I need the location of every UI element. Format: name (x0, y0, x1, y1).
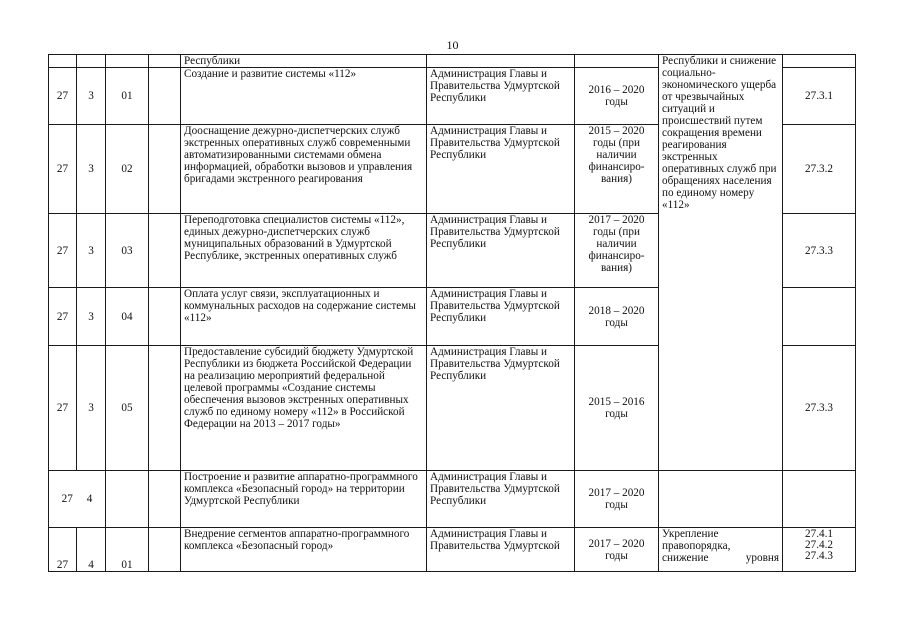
cell-executor: Администрация Главы и Правительства Удмуртской Республики (427, 68, 575, 125)
cell-om: 04 (106, 288, 149, 346)
cell-om: 02 (106, 125, 149, 214)
cell-name: Республики (181, 55, 427, 68)
cell-om: 01 (106, 68, 149, 125)
cell-m (149, 471, 181, 528)
cell-period: 2016 – 2020 годы (575, 68, 659, 125)
cell-sp: 3 (77, 125, 106, 214)
cell-result (659, 528, 783, 572)
cell-gp: 27 (61, 493, 73, 505)
cell-sp: 3 (77, 288, 106, 346)
cell-gp-sp (49, 471, 106, 528)
cell-period: 2015 – 2020 годы (при наличии финансиро-вания) (575, 125, 659, 214)
cell-om (106, 55, 149, 68)
cell-executor: Администрация Главы и Правительства Удмуртской Республики (427, 346, 575, 471)
cell-indicator (783, 288, 856, 346)
cell-period (575, 55, 659, 68)
cell-name: Оплата услуг связи, эксплуатационных и коммунальных расходов на содержание системы «112» (181, 288, 427, 346)
cell-period: 2017 – 2020 годы (при наличии финансиро-вания) (575, 214, 659, 288)
cell-indicator: 27.3.3 (783, 346, 856, 471)
cell-sp: 3 (77, 214, 106, 288)
cell-period: 2018 – 2020 годы (575, 288, 659, 346)
cell-period: 2017 – 2020 годы (575, 528, 659, 572)
cell-om: 01 (106, 528, 149, 572)
result-line (662, 552, 779, 564)
cell-period: 2015 – 2016 годы (575, 346, 659, 471)
cell-name: Создание и развитие системы «112» (181, 68, 427, 125)
cell-om: 03 (106, 214, 149, 288)
cell-gp: 27 (49, 68, 77, 125)
cell-executor (427, 55, 575, 68)
cell-name: Переподготовка специалистов системы «112», единых дежурно-диспетчерских служб муниципальных образований в Удмуртской Республике, экстренных оперативных служб (181, 214, 427, 288)
cell-name: Предоставление субсидий бюджету Удмуртской Республики из бюджета Российской Федерации на реализацию мероприятий федеральной целевой программы «Создание системы обеспечения вызовов экстренных оперативных служб по единому номеру «112» в Российской Федерации на 2013 – 2017 годы» (181, 346, 427, 471)
result-line: правопорядка, (662, 540, 731, 552)
cell-gp (49, 55, 77, 68)
cell-m (149, 214, 181, 288)
cell-period: 2017 – 2020 годы (575, 471, 659, 528)
cell-gp: 27 (49, 346, 77, 471)
cell-indicator: 27.3.2 (783, 125, 856, 214)
cell-om (106, 471, 149, 528)
cell-result (659, 471, 783, 528)
cell-gp: 27 (49, 528, 77, 572)
cell-m (149, 288, 181, 346)
cell-name: Внедрение сегментов аппаратно-программного комплекса «Безопасный город» (181, 528, 427, 572)
cell-indicator: 27.4.1 27.4.2 27.4.3 (783, 528, 856, 572)
cell-name: Дооснащение дежурно-диспетчерских служб экстренных оперативных служб современными автоматизированными системами обмена информацией, обработки вызовов и управления бригадами экстренного реагирования (181, 125, 427, 214)
expected-result-cell: Республики и снижение социально-экономического ущерба от чрезвычайных ситуаций и происшествий путем сокращения времени реагирования экстренных оперативных служб при обращениях населения по единому номеру «112» (659, 55, 783, 471)
cell-gp: 27 (49, 288, 77, 346)
cell-gp: 27 (49, 214, 77, 288)
cell-m (149, 125, 181, 214)
cell-sp: 3 (77, 68, 106, 125)
cell-m (149, 68, 181, 125)
cell-executor: Администрация Главы и Правительства Удмуртской Республики (427, 214, 575, 288)
cell-executor: Администрация Главы и Правительства Удмуртской (427, 528, 575, 572)
cell-om: 05 (106, 346, 149, 471)
cell-m (149, 55, 181, 68)
cell-executor: Администрация Главы и Правительства Удмуртской Республики (427, 471, 575, 528)
program-table (48, 54, 856, 572)
continuation-row (49, 55, 856, 68)
cell-gp: 27 (49, 125, 77, 214)
cell-executor: Администрация Главы и Правительства Удмуртской Республики (427, 288, 575, 346)
cell-indicator: 27.3.1 (783, 68, 856, 125)
cell-sp: 4 (77, 528, 106, 572)
cell-sp (77, 55, 106, 68)
cell-executor: Администрация Главы и Правительства Удмуртской Республики (427, 125, 575, 214)
result-line: Укрепление (662, 528, 719, 540)
table-row (49, 528, 856, 572)
page-number: 10 (446, 38, 459, 52)
cell-name: Построение и развитие аппаратно-программного комплекса «Безопасный город» на территории Удмуртской Республики (181, 471, 427, 528)
cell-m (149, 528, 181, 572)
result-word: уровня (745, 552, 779, 564)
cell-indicator (783, 471, 856, 528)
cell-m (149, 346, 181, 471)
cell-sp: 3 (77, 346, 106, 471)
result-word: снижение (662, 552, 709, 564)
cell-indicator (783, 55, 856, 68)
cell-sp: 4 (86, 493, 93, 505)
table-row (49, 471, 856, 528)
cell-indicator: 27.3.3 (783, 214, 856, 288)
